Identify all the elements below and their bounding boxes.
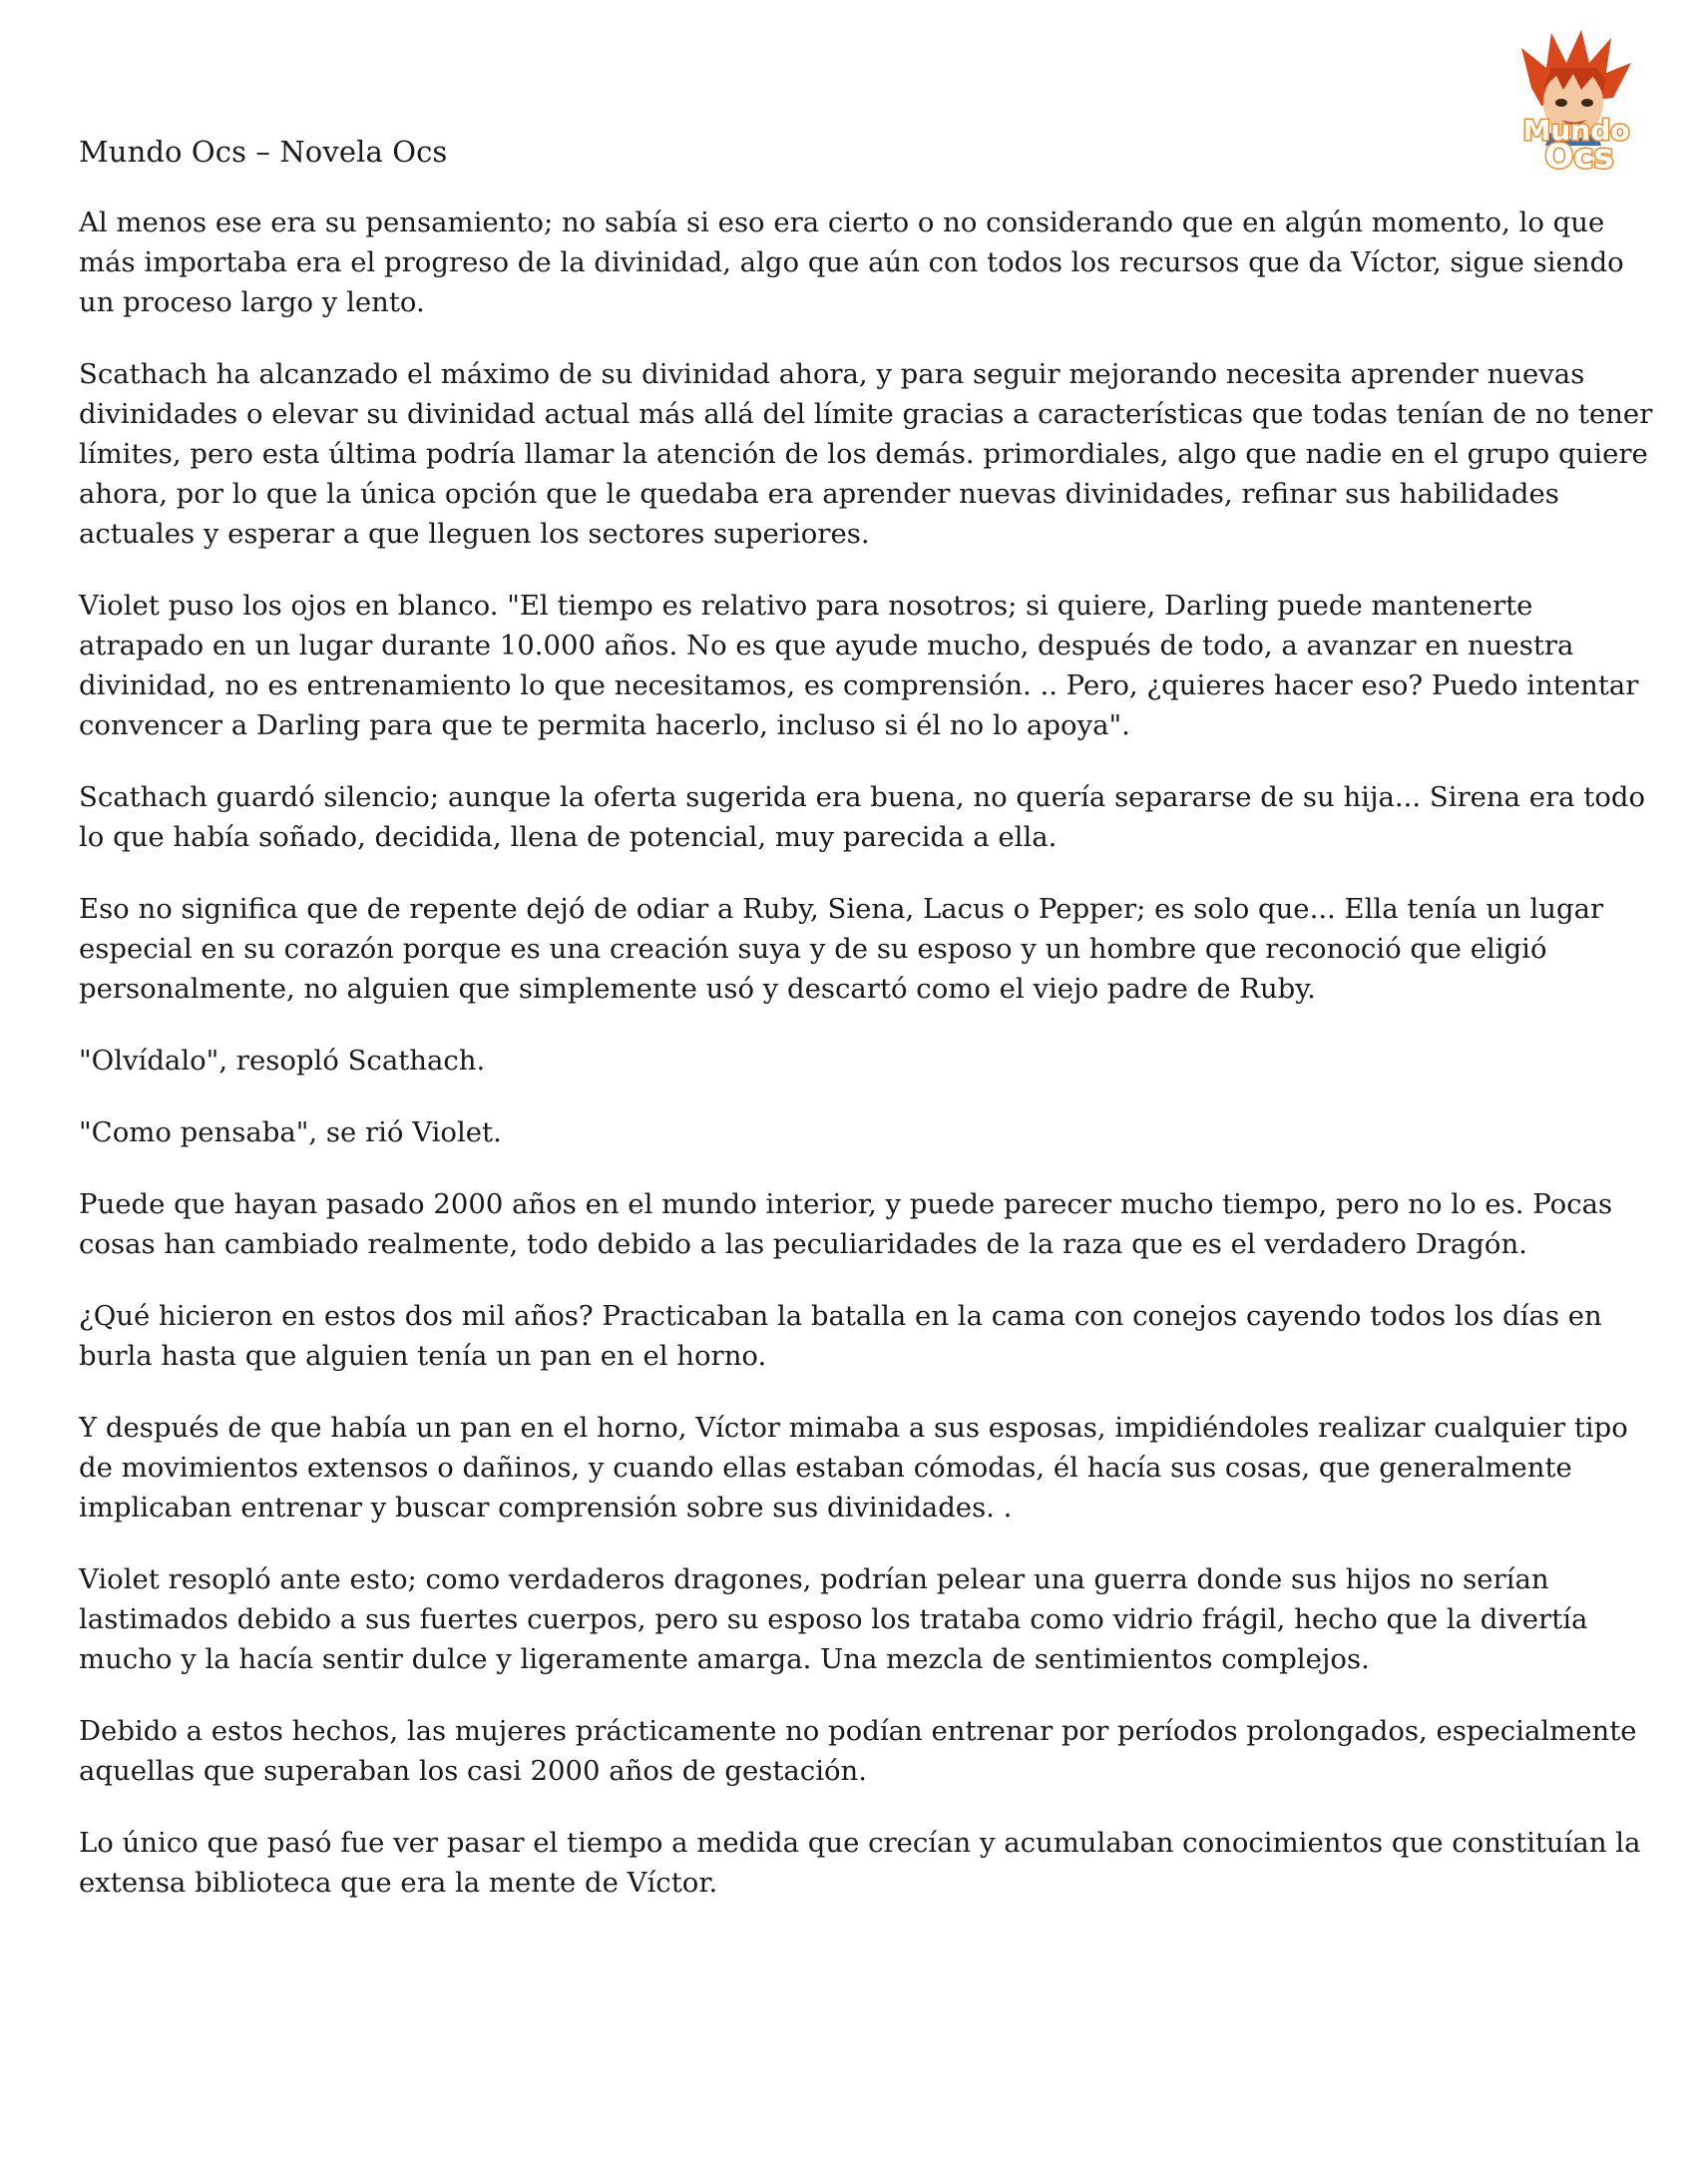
paragraph: Scathach guardó silencio; aunque la oferta sugerida era buena, no quería separarse de su hija... Sirena era todo lo que había soñado, decidida, llena de potencial, muy parecida a ella. <box>79 781 1646 853</box>
paragraph: Al menos ese era su pensamiento; no sabía si eso era cierto o no considerando que en algún momento, lo que más importaba era el progreso de la divinidad, algo que aún con todos los recursos que da Víctor, sigue siendo un proceso largo y lento. <box>79 207 1624 318</box>
mundo-ocs-logo <box>1501 28 1651 178</box>
paragraph: "Olvídalo", resopló Scathach. <box>79 1045 486 1077</box>
logo-graphic <box>1501 28 1651 178</box>
document-body <box>79 203 1655 1935</box>
document-header: Mundo Ocs – Novela Ocs <box>79 135 448 169</box>
paragraph: Violet puso los ojos en blanco. "El tiempo es relativo para nosotros; si quiere, Darling puede mantenerte atrapado en un lugar durante 10.000 años. No es que ayude mucho, después de todo, a avanzar en nuestra divinidad, no es entrenamiento lo que necesitamos, es comprensión. .. Pero, ¿quieres hacer eso? Puedo intentar convencer a Darling para que te permita hacerlo, incluso si él no lo apoya". <box>79 590 1639 741</box>
logo-text-line1: Mundo <box>1522 114 1630 147</box>
paragraph: Lo único que pasó fue ver pasar el tiempo a medida que crecían y acumulaban conocimientos que constituían la extensa biblioteca que era la mente de Víctor. <box>79 1827 1641 1899</box>
logo-text-line2: Ocs <box>1544 137 1614 177</box>
paragraph: Puede que hayan pasado 2000 años en el mundo interior, y puede parecer mucho tiempo, pero no lo es. Pocas cosas han cambiado realmente, todo debido a las peculiaridades de la raza que es el verdadero Dragón. <box>79 1188 1613 1260</box>
paragraph: Violet resopló ante esto; como verdaderos dragones, podrían pelear una guerra donde sus hijos no serían lastimados debido a sus fuertes cuerpos, pero su esposo los trataba como vidrio frágil, hecho que la divertía mucho y la hacía sentir dulce y ligeramente amarga. Una mezcla de sentimientos complejos. <box>79 1563 1588 1675</box>
paragraph: Debido a estos hechos, las mujeres prácticamente no podían entrenar por períodos prolongados, especialmente aquellas que superaban los casi 2000 años de gestación. <box>79 1715 1637 1787</box>
paragraph: "Como pensaba", se rió Violet. <box>79 1116 502 1148</box>
paragraph: Eso no significa que de repente dejó de odiar a Ruby, Siena, Lacus o Pepper; es solo que... Ella tenía un lugar especial en su corazón porque es una creación suya y de su esposo y un hombre que reconoció que eligió personalmente, no alguien que simplemente usó y descartó como el viejo padre de Ruby. <box>79 893 1604 1005</box>
paragraph: Scathach ha alcanzado el máximo de su divinidad ahora, y para seguir mejorando necesita aprender nuevas divinidades o elevar su divinidad actual más allá del límite gracias a características que todas tenían de no tener límites, pero esta última podría llamar la atención de los demás. primordiales, algo que nadie en el grupo quiere ahora, por lo que la única opción que le quedaba era aprender nuevas divinidades, refinar sus habilidades actuales y esperar a que lleguen los sectores superiores. <box>79 358 1653 550</box>
paragraph: ¿Qué hicieron en estos dos mil años? Practicaban la batalla en la cama con conejos cayendo todos los días en burla hasta que alguien tenía un pan en el horno. <box>79 1300 1602 1372</box>
paragraph: Y después de que había un pan en el horno, Víctor mimaba a sus esposas, impidiéndoles realizar cualquier tipo de movimientos extensos o dañinos, y cuando ellas estaban cómodas, él hacía sus cosas, que generalmente implicaban entrenar y buscar comprensión sobre sus divinidades. . <box>79 1412 1628 1524</box>
